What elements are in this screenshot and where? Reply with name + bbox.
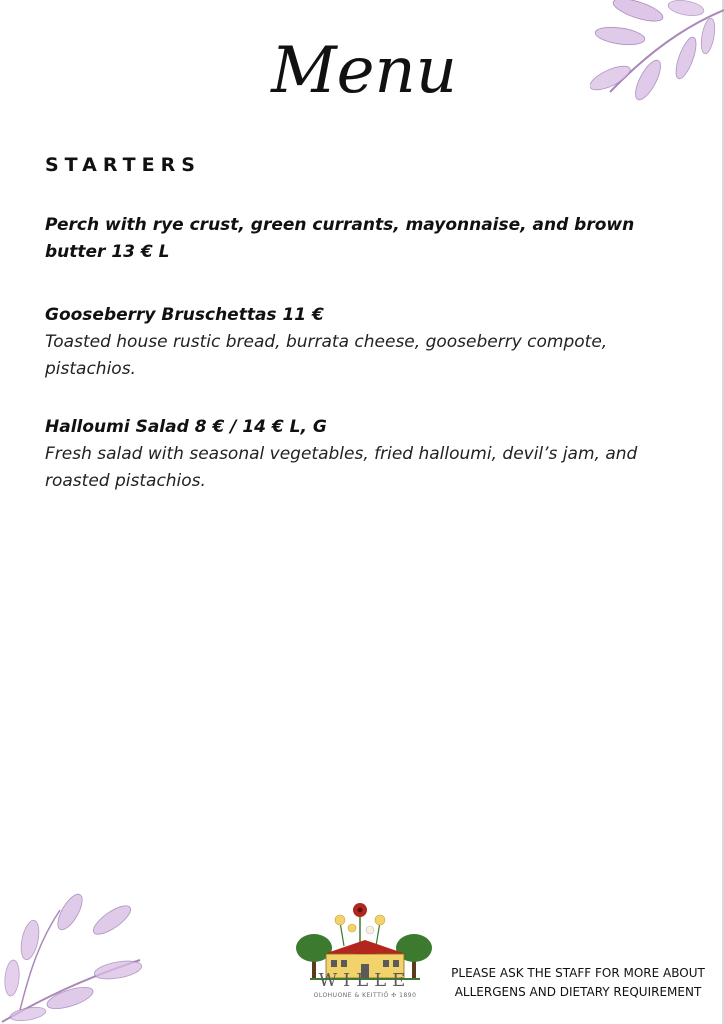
menu-item-description: Fresh salad with seasonal vegetables, fried halloumi, devil’s jam, and [45, 444, 638, 464]
leaf-decoration-bottom-left [0, 890, 150, 1024]
allergen-notice-line: ALLERGENS AND DIETARY REQUIREMENT [454, 985, 702, 999]
menu-item-description: pistachios. [45, 359, 136, 379]
menu-item-gooseberry-bruschettas [45, 302, 665, 383]
menu-item-description: roasted pistachios. [45, 471, 206, 491]
menu-item-name: Gooseberry Bruschettas 11 € [45, 305, 324, 325]
leaf-decoration-top-right [590, 0, 724, 112]
menu-item-description: Toasted house rustic bread, burrata cheese, gooseberry compote, [45, 332, 608, 352]
allergen-notice [438, 964, 718, 1002]
section-heading-starters: STARTERS [45, 154, 201, 176]
menu-item-perch [45, 212, 665, 266]
menu-item-name: butter 13 € L [45, 242, 170, 262]
allergen-notice-line: PLEASE ASK THE STAFF FOR MORE ABOUT [451, 966, 705, 980]
svg-text:Menu: Menu [271, 34, 457, 108]
menu-item-name: Perch with rye crust, green currants, mayonnaise, and brown [45, 215, 635, 235]
menu-item-halloumi-salad [45, 414, 665, 495]
logo-subtitle: OLOHUONE & KEITTIÖ ✣ 1890 [313, 992, 417, 999]
logo-wordmark: WILLE [318, 970, 412, 991]
menu-item-name: Halloumi Salad 8 € / 14 € L, G [45, 417, 327, 437]
menu-title [236, 18, 492, 114]
